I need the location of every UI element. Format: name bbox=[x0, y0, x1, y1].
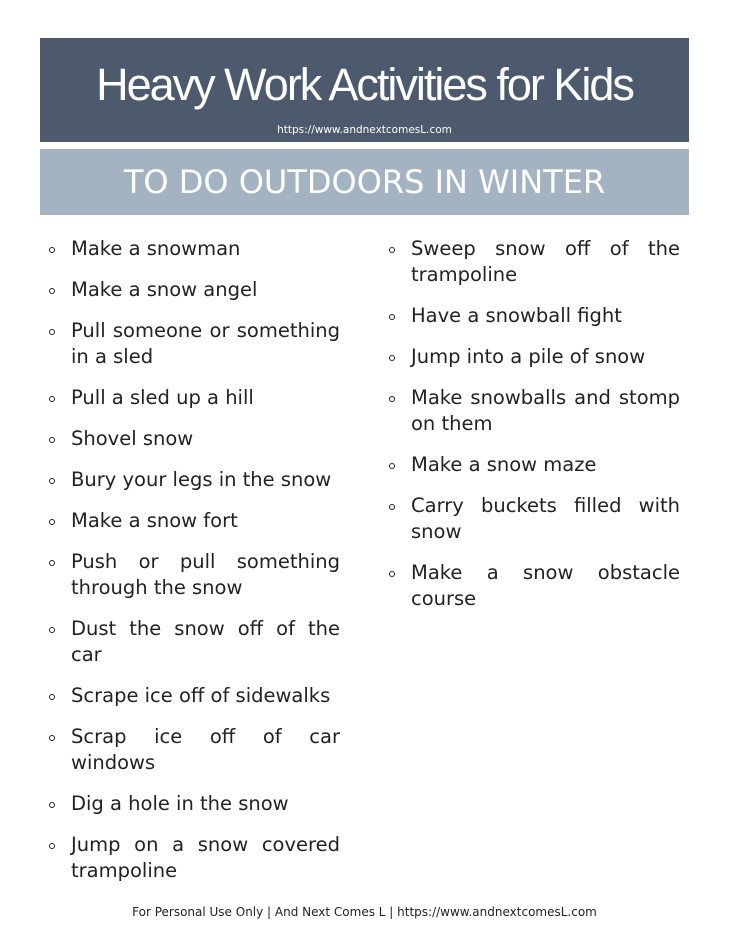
list-item-text: Push or pull something through the snow bbox=[71, 550, 340, 599]
list-item bbox=[46, 549, 340, 601]
bullet-icon bbox=[49, 247, 55, 253]
list-item bbox=[46, 467, 340, 493]
bullet-icon bbox=[389, 355, 395, 361]
list-item bbox=[46, 724, 340, 776]
list-item bbox=[46, 791, 340, 817]
list-item-text: Shovel snow bbox=[71, 427, 194, 450]
list-item-text: Make snowballs and stomp on them bbox=[411, 386, 680, 435]
list-item-text: Make a snow fort bbox=[71, 509, 238, 532]
list-item bbox=[46, 683, 340, 709]
list-item bbox=[46, 385, 340, 411]
list-item-text: Dig a hole in the snow bbox=[71, 792, 289, 815]
list-item-text: Bury your legs in the snow bbox=[71, 468, 332, 491]
bullet-icon bbox=[389, 396, 395, 402]
list-item bbox=[386, 493, 680, 545]
bullet-icon bbox=[49, 802, 55, 808]
list-item bbox=[46, 508, 340, 534]
bullet-icon bbox=[49, 560, 55, 566]
list-item bbox=[386, 236, 680, 288]
list-item-text: Jump into a pile of snow bbox=[411, 345, 646, 368]
list-item-text: Have a snowball fight bbox=[411, 304, 622, 327]
list-item bbox=[386, 344, 680, 370]
list-item-text: Scrape ice off of sidewalks bbox=[71, 684, 331, 707]
subtitle-banner: TO DO OUTDOORS IN WINTER bbox=[40, 149, 689, 215]
page-title: Heavy Work Activities for Kids bbox=[96, 59, 633, 110]
list-item bbox=[46, 616, 340, 668]
bullet-icon bbox=[49, 478, 55, 484]
bullet-icon bbox=[389, 314, 395, 320]
list-item-text: Pull a sled up a hill bbox=[71, 386, 254, 409]
bullet-icon bbox=[389, 247, 395, 253]
list-item bbox=[46, 426, 340, 452]
list-item-text: Make a snow maze bbox=[411, 453, 597, 476]
bullet-icon bbox=[49, 519, 55, 525]
list-item-text: Pull someone or something in a sled bbox=[71, 319, 340, 368]
activity-list-left bbox=[46, 236, 340, 899]
title-banner bbox=[40, 38, 689, 142]
bullet-icon bbox=[49, 329, 55, 335]
list-item-text: Jump on a snow covered trampoline bbox=[71, 833, 340, 882]
list-item bbox=[386, 452, 680, 478]
activity-list-right bbox=[386, 236, 680, 627]
list-item-text: Sweep snow off of the trampoline bbox=[411, 237, 680, 286]
bullet-icon bbox=[389, 463, 395, 469]
bullet-icon bbox=[49, 288, 55, 294]
footer: For Personal Use Only | And Next Comes L | https://www.andnextcomesL.com bbox=[132, 905, 597, 919]
bullet-icon bbox=[389, 571, 395, 577]
bullet-icon bbox=[49, 735, 55, 741]
list-item-text: Make a snow angel bbox=[71, 278, 258, 301]
bullet-icon bbox=[49, 437, 55, 443]
bullet-icon bbox=[389, 504, 395, 510]
bullet-icon bbox=[49, 694, 55, 700]
list-item bbox=[386, 303, 680, 329]
list-item bbox=[46, 318, 340, 370]
list-item-text: Make a snowman bbox=[71, 237, 241, 260]
header-url: https://www.andnextcomesL.com bbox=[277, 124, 452, 136]
list-item-text: Dust the snow off of the car bbox=[71, 617, 340, 666]
list-item-text: Carry buckets filled with snow bbox=[411, 494, 680, 543]
list-item-text: Make a snow obstacle course bbox=[411, 561, 680, 610]
list-item bbox=[46, 277, 340, 303]
list-item bbox=[46, 832, 340, 884]
bullet-icon bbox=[49, 843, 55, 849]
bullet-icon bbox=[49, 396, 55, 402]
list-item-text: Scrap ice off of car windows bbox=[71, 725, 340, 774]
bullet-icon bbox=[49, 627, 55, 633]
list-item bbox=[386, 560, 680, 612]
list-item bbox=[386, 385, 680, 437]
list-item bbox=[46, 236, 340, 262]
